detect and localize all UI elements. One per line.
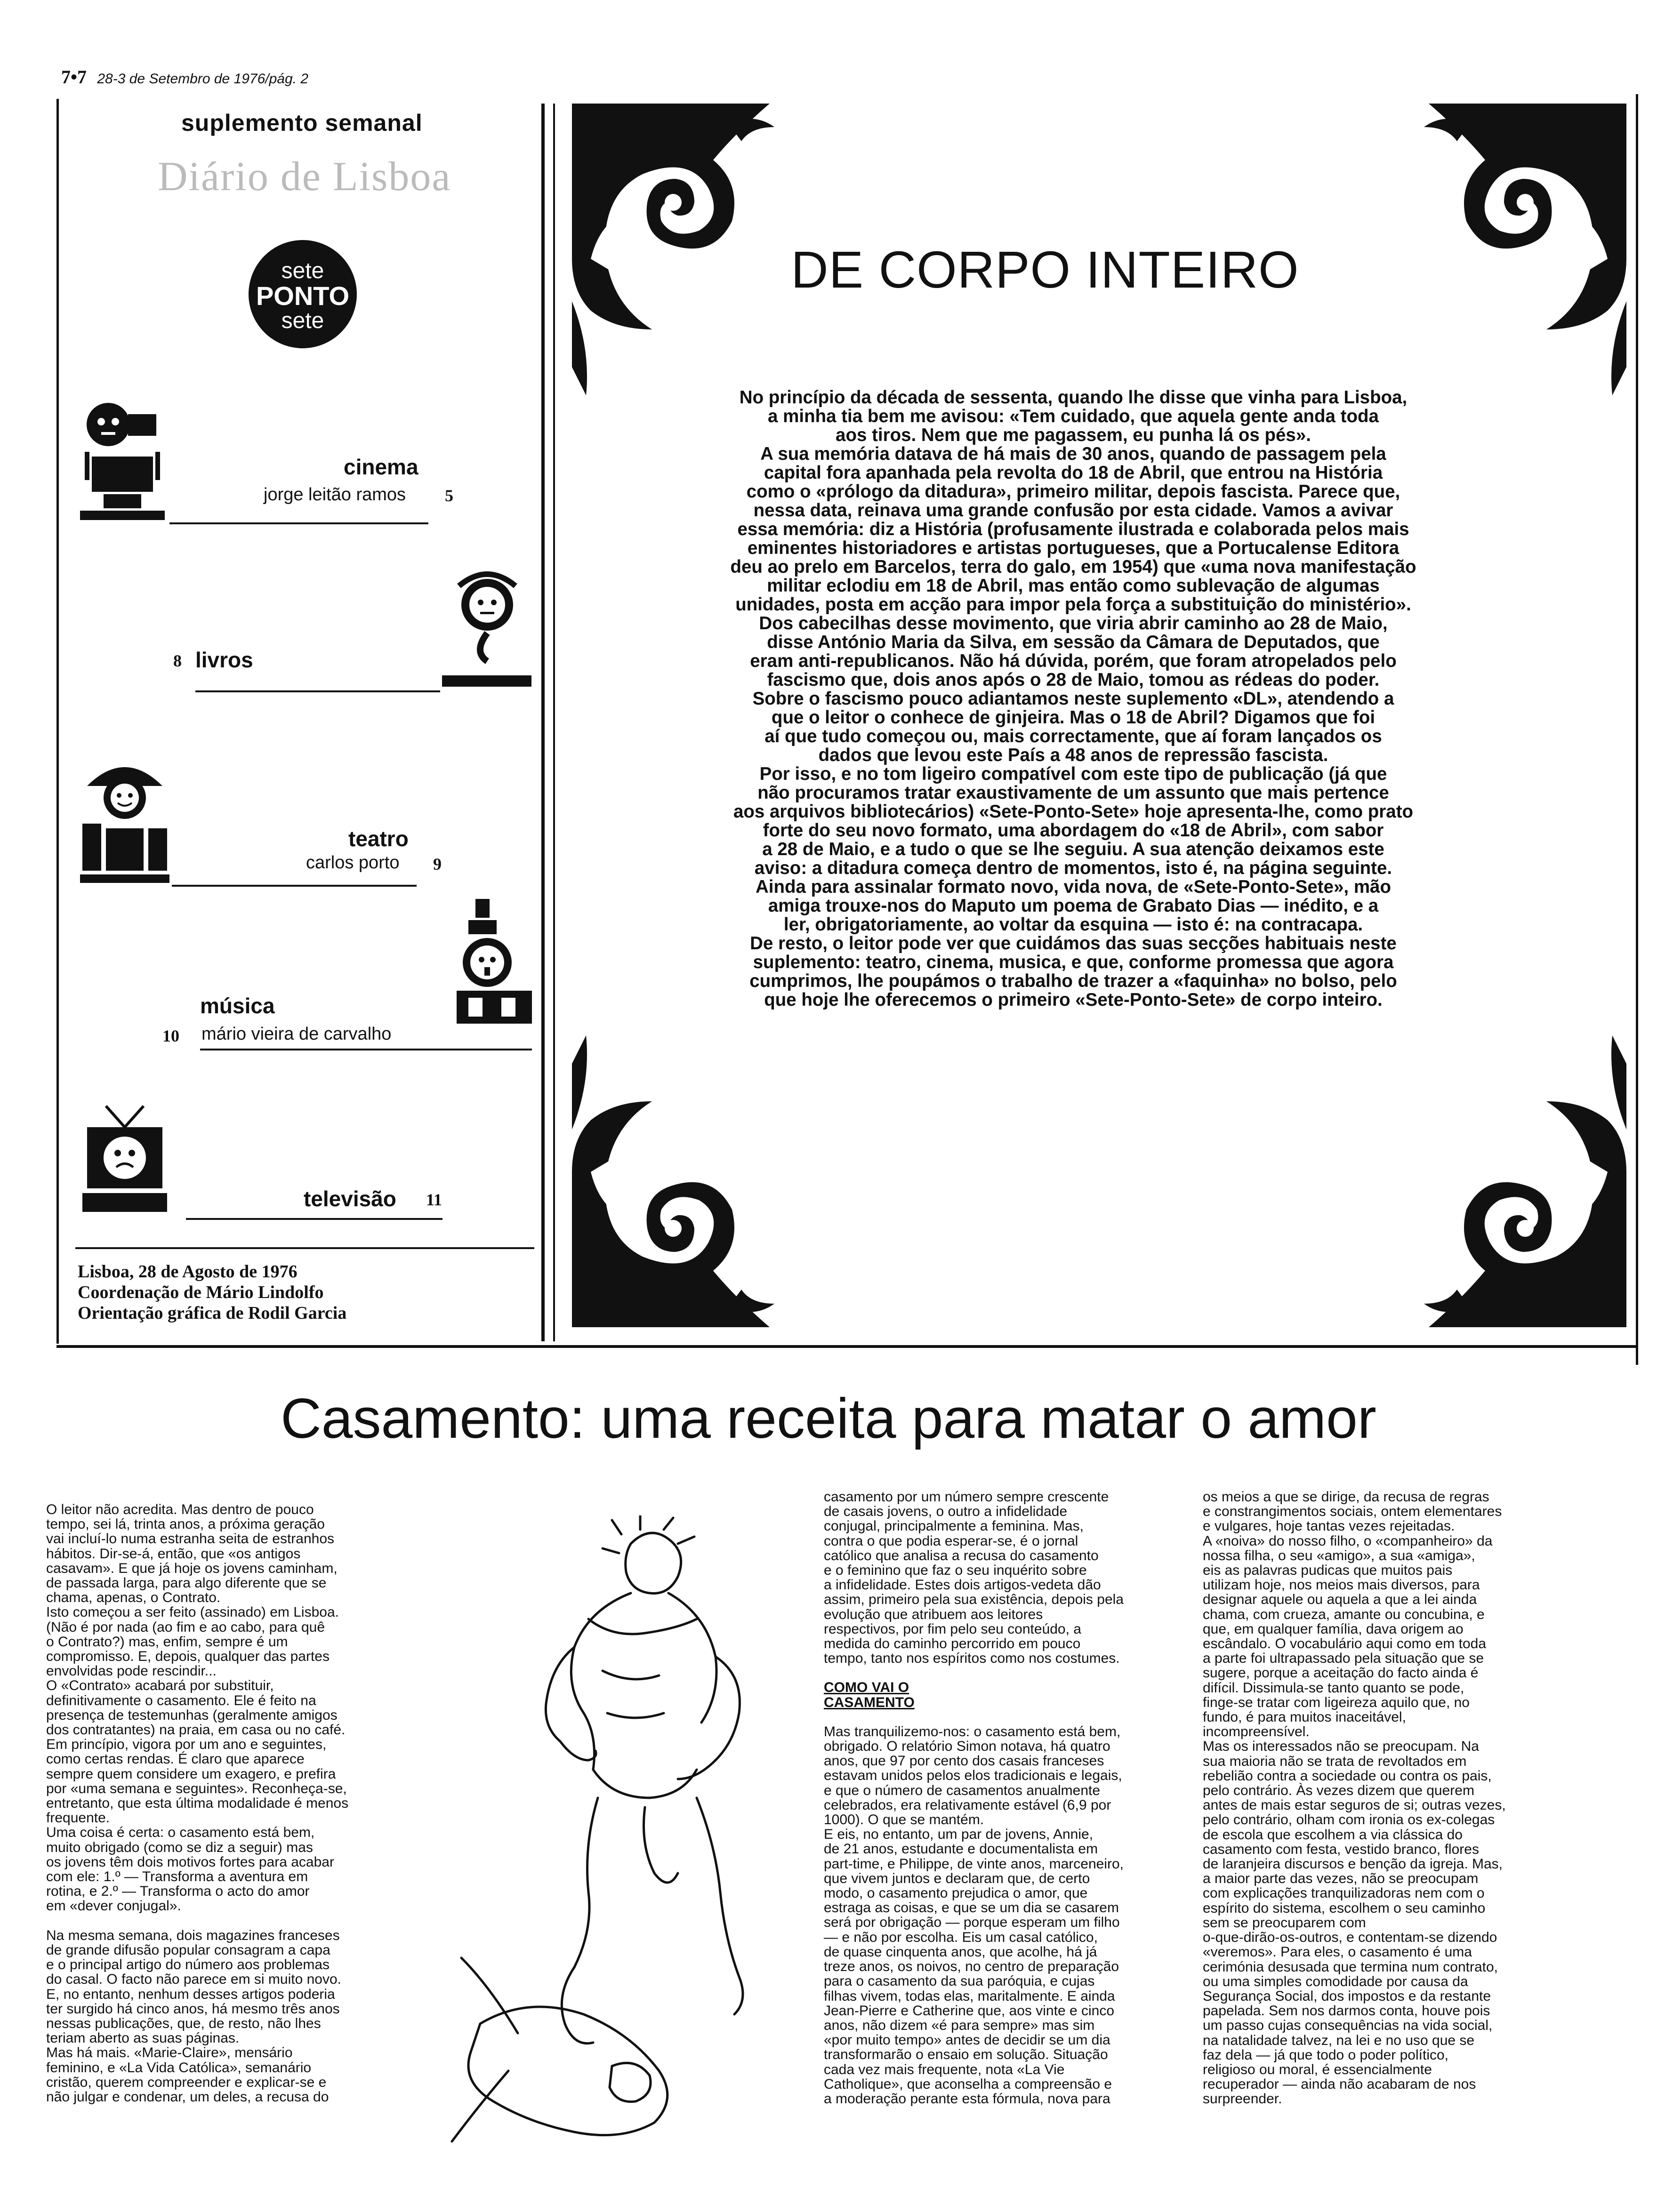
text-line: part-time, e Philippe, de vinte anos, marceneiro, [824,1856,1124,1872]
text-line: em «dever conjugal». [46,1898,181,1914]
text-line: Mas há mais. «Marie-Claire», mensário [46,2045,293,2061]
section-author-teatro: carlos porto [306,853,400,873]
intro-line: como o «prólogo da ditadura», primeiro militar, depois fascista. Parece que, [746,481,1400,502]
section-divider [56,1345,1638,1348]
section-page-teatro: 9 [433,855,442,874]
rule-livros [195,690,440,692]
text-line: entretanto, que esta última modalidade é menos [46,1795,349,1811]
text-line: anos, que 97 por cento dos casais franceses [824,1753,1104,1769]
text-line: nossa filha, o seu «amigo», a sua «amiga», [1203,1547,1475,1563]
section-title-teatro: teatro [348,826,409,851]
text-line: «veremos». Para eles, o casamento é uma [1203,1944,1472,1960]
intro-line: capital fora apanhada pela revolta do 18 de Abril, que entrou na História [764,463,1383,483]
intro-line: suplemento: teatro, cinema, musica, e que, conforme promessa que agora [753,952,1394,972]
intro-line: De resto, o leitor pode ver que cuidámos das suas secções habituais neste [750,933,1397,954]
text-line: estavam unidos pelos elos tradicionais e legais, [824,1768,1122,1784]
text-line: O «Contrato» acabará por substituir, [46,1678,274,1694]
text-line: para o casamento da sua paróquia, e cujas [824,1973,1095,1989]
text-line: do casal. O facto não parece em si muito novo. [46,1972,341,1988]
text-line: incompreensível. [1203,1724,1310,1740]
text-line: «por muito tempo» antes de decidir se um dia [824,2032,1110,2048]
text-line: celebrados, era relativamente estável (6,9 por [824,1797,1111,1813]
text-line: a parte foi ultrapassado pela situação que se [1203,1651,1484,1667]
text-line: finge-se tratar com ligeireza aquilo que, no [1203,1694,1470,1710]
text-line: chama, apenas, o Contrato. [46,1590,221,1606]
text-line: muito obrigado (como se diz a seguir) mas [46,1839,313,1855]
text-line: de casais jovens, o outro a infidelidade [824,1504,1068,1520]
text-line: fundo, é para muitos inaceitável, [1203,1709,1406,1725]
text-line: anos, não dizem «é para sempre» mas sim [824,2017,1095,2033]
intro-line: No princípio da década de sessenta, quando lhe disse que vinha para Lisboa, [739,387,1408,408]
intro-line: deu ao prelo em Barcelos, terra do galo, em 1954) que «uma nova manifestação [730,557,1416,577]
intro-line: a minha tia bem me avisou: «Tem cuidado, que aquela gente anda toda [768,406,1379,426]
text-line: tempo, sei lá, trinta anos, a próxima geração [46,1516,325,1532]
credits-place-date: Lisboa, 28 de Agosto de 1976 [78,1262,298,1282]
text-line: (Não é por nada (ao fim e ao cabo, para quê [46,1619,325,1635]
right-border [1636,94,1638,1365]
masthead-date: 28-3 de Setembro de 1976/pág. 2 [97,71,309,87]
intro-line: que hoje lhe oferecemos o primeiro «Sete-Ponto-Sete» de corpo inteiro. [764,990,1383,1010]
credits-graphic-design: Orientação gráfica de Rodil Garcia [78,1303,347,1323]
text-line: dos contratantes) na praia, em casa ou no café. [46,1722,346,1738]
section-title-musica: música [200,994,275,1018]
text-line: surpreender. [1203,2091,1282,2107]
text-line: os jovens têm dois motivos fortes para acabar [46,1854,334,1870]
text-line: Segurança Social, dos impostos e da restante [1203,1988,1491,2004]
supplement-label: suplemento semanal [181,110,423,136]
section-author-musica: mário vieira de carvalho [201,1024,392,1044]
text-line: Mas tranquilizemo-nos: o casamento está bem, [824,1723,1121,1739]
intro-line: cumprimos, lhe poupámos o trabalho de trazer a «faquinha» no bolso, pelo [749,971,1397,991]
theatre-mascot-icon [78,758,172,885]
text-line: de quase cinquenta anos, que acolhe, há já [824,1944,1097,1960]
intro-line: Dos cabecilhas desse movimento, que viria abrir caminho ao 28 de Maio, [759,613,1388,633]
text-line: rotina, e 2.º — Transforma o acto do amor [46,1883,310,1899]
middle-divider [541,104,545,1341]
masthead-logo: 7•7 [61,66,87,88]
text-line: nessas publicações, que, de resto, não lhes [46,2015,321,2031]
text-line: espírito do sistema, escolhem o seu caminho [1203,1900,1486,1916]
text-line: por «uma semana e seguintes». Reconheça-se, [46,1780,347,1796]
rule-teatro [172,885,417,887]
text-line: transformarão o ensaio em solução. Situação [824,2047,1108,2063]
section-page-televisao: 11 [426,1190,442,1209]
books-mascot-icon [440,558,534,694]
text-line: envolvidas pode rescindir... [46,1663,217,1679]
text-line: tempo, tanto nos espíritos como nos costumes. [824,1651,1120,1667]
text-line: a infidelidade. Estes dois artigos-vedeta dão [824,1577,1101,1593]
text-line: um passo cujas consequências na vida social, [1203,2018,1493,2034]
intro-line: A sua memória datava de há mais de 30 anos, quando de passagem pela [760,444,1386,464]
text-line: conjugal, principalmente a feminina. Mas, [824,1518,1084,1534]
text-line: Mas os interessados não se preocupam. Na [1203,1739,1479,1755]
text-line: cerimónia desusada que termina num contrato, [1203,1959,1498,1975]
rule-televisao [186,1218,442,1220]
intro-line: Ainda para assinalar formato novo, vida nova, de «Sete-Ponto-Sete», mão [755,877,1391,897]
intro-line: que o leitor o conhece de ginjeira. Mas o 18 de Abril? Digamos que foi [771,707,1375,728]
subheading: COMO VAI O [824,1680,909,1696]
text-line: e que o número de casamentos anualmente [824,1782,1101,1798]
article-column-2 [824,1490,1186,2106]
text-line: obrigado. O relatório Simon notava, há quatro [824,1739,1110,1755]
text-line: o-que-dirão-os-outros, e contentam-se dizendo [1203,1930,1497,1946]
intro-line: forte do seu novo formato, uma abordagem do «18 de Abril», com sabor [763,820,1384,841]
text-line: a maior parte das vezes, não se preocupam [1203,1871,1479,1887]
credits-coordination: Coordenação de Mário Lindolfo [78,1282,324,1302]
cinema-mascot-icon [75,400,169,522]
text-line: Uma coisa é certa: o casamento está bem, [46,1825,315,1841]
text-line: pelo contrário, olham com ironia os ex-colegas [1203,1812,1495,1828]
section-title-televisao: televisão [304,1186,396,1211]
music-mascot-icon [454,897,534,1038]
text-line: — e não por escolha. Eis um casal católico, [824,1929,1098,1945]
intro-line: aí que tudo começou ou, mais correctamente, que aí foram lançados os [764,726,1382,746]
text-line: contra o que podia esperar-se, é o jornal [824,1533,1078,1549]
text-line: A «noiva» do nosso filho, o «companheiro» da [1203,1533,1493,1549]
text-line: escândalo. O vocabulário aqui como em toda [1203,1636,1487,1652]
middle-divider-thin [553,104,555,1341]
article-headline: Casamento: uma receita para matar o amor [281,1387,1376,1450]
intro-line: ler, obrigatoriamente, ao voltar da esquina — isto é: na contracapa. [783,914,1363,935]
section-title-cinema: cinema [344,455,418,479]
text-line: Na mesma semana, dois magazines franceses [46,1927,340,1943]
newspaper-name: Diário de Lisboa [158,154,451,200]
text-line: sem se preocuparem com [1203,1915,1366,1931]
text-line: papelada. Sem nos darmos conta, houve pois [1203,2003,1490,2019]
text-line: recuperador — ainda não acabaram de nos [1203,2076,1476,2092]
masthead [61,66,308,88]
text-line: de passada larga, para algo diferente que se [46,1575,327,1591]
text-line: 1000). O que se mantém. [824,1812,984,1828]
text-line: e o feminino que faz o seu inquérito sobre [824,1563,1087,1579]
text-line: os meios a que se dirige, da recusa de regras [1203,1489,1489,1505]
rule-cinema [169,522,428,524]
text-line: o Contrato?) mas, enfim, sempre é um [46,1634,288,1650]
text-line: frequente. [46,1810,110,1826]
text-line: designar aquele ou aquela a que a lei ainda [1203,1592,1477,1608]
text-line: casavam». E que já hoje os jovens caminham, [46,1560,338,1576]
text-line: evolução que atribuem aos leitores [824,1606,1043,1622]
text-line: será por obrigação — porque esperam um filho [824,1915,1120,1931]
text-line: antes de mais estar seguros de si; outras vezes, [1203,1797,1506,1813]
text-line: estraga as coisas, e que se um dia se casarem [824,1900,1119,1916]
text-line: que, em qualquer família, dava origem ao [1203,1621,1464,1637]
text-line: difícil. Dissimula-se tanto quanto se pode, [1203,1680,1464,1696]
text-line: vai incluí-lo numa estranha seita de estranhos [46,1531,335,1547]
text-line: medida do caminho percorrido em pouco [824,1636,1081,1652]
intro-line: fascismo que, dois anos após o 28 de Maio, tomou as rédeas do poder. [767,670,1380,690]
text-line: teriam aberto as suas páginas. [46,2030,240,2046]
text-line: e constrangimentos sociais, ontem elementares [1203,1504,1502,1520]
intro-line: nessa data, reinava uma grande confusão por esta cidade. Vamos a avivar [753,500,1393,521]
text-line: não julgar e condenar, um deles, a recusa do [46,2089,329,2105]
text-line: cristão, querem compreender e explicar-se e [46,2074,327,2090]
intro-line: eminentes historiadores e artistas portugueses, que a Portucalense Editora [747,538,1400,558]
intro-line: unidades, posta em acção para impor pela força a substituição do ministério». [735,594,1411,615]
text-line: Em princípio, vigora por um ano e seguintes, [46,1737,327,1753]
text-line: Jean-Pierre e Catherine que, aos vinte e cinco [824,2003,1115,2019]
intro-line: aviso: a ditadura começa dentro de momentos, isto é, na página seguinte. [754,858,1392,878]
left-border [56,99,59,1344]
text-line: de grande difusão popular consagram a capa [46,1942,330,1958]
text-line: presença de testemunhas (geralmente amigos [46,1707,338,1723]
badge-line-1: sete [281,258,324,283]
text-line: sugere, porque a aceitação do facto ainda é [1203,1665,1479,1681]
intro-line: amiga trouxe-nos do Maputo um poema de Grabato Dias — inédito, e a [768,896,1379,916]
text-line: Isto começou a ser feito (assinado) em Lisboa. [46,1604,339,1620]
text-line: faz dela — já que todo o poder político, [1203,2047,1449,2063]
text-line: com ele: 1.º — Transforma a aventura em [46,1869,308,1885]
badge-line-3: sete [281,308,324,333]
text-line: O leitor não acredita. Mas dentro de pouco [46,1502,314,1517]
text-line: E eis, no entanto, um par de jovens, Annie, [824,1827,1094,1843]
text-line: e vulgares, hoje tantas vezes rejeitadas. [1203,1518,1455,1534]
intro-line: aos tiros. Nem que me pagassem, eu punha lá os pés». [836,425,1311,445]
intro-line: disse António Maria da Silva, em sessão da Câmara de Deputados, que [767,632,1380,652]
text-line: filhas vivem, todas elas, maritalmente. E ainda [824,1988,1115,2004]
intro-line: essa memória: diz a História (profusamente ilustrada e colaborada pelos mais [737,519,1409,539]
intro-line: Por isso, e no tom ligeiro compatível com este tipo de publicação (já que [759,764,1387,784]
text-line: sua maioria não se trata de revoltados em [1203,1753,1467,1769]
text-line: assim, primeiro pela sua existência, depois pela [824,1592,1124,1608]
feature-title: DE CORPO INTEIRO [791,241,1299,299]
rule-credits [75,1247,534,1249]
article-column-3 [1203,1490,1579,2107]
text-line: pelo contrário. Às vezes dizem que querem [1203,1783,1474,1799]
text-line: compromisso. E, depois, qualquer das partes [46,1649,330,1665]
text-line: Catholique», que aconselha a compreensão e [824,2076,1112,2092]
text-line: rebelião contra a sociedade ou contra os pais, [1203,1768,1492,1784]
subheading: CASAMENTO [824,1694,915,1710]
section-page-musica: 10 [162,1026,179,1045]
intro-line: não procuramos tratar exaustivamente de um assunto que mais pertence [757,783,1389,803]
section-title-livros: livros [195,648,253,672]
text-line: ter surgido há cinco anos, há mesmo três anos [46,2001,340,2017]
intro-line: Sobre o fascismo pouco adiantamos neste suplemento «DL», atendendo a [752,689,1394,709]
text-line: modo, o casamento prejudica o amor, que [824,1885,1088,1901]
text-line: como certas rendas. É claro que aparece [46,1751,305,1767]
text-line: de laranjeira discursos e benção da igreja. Mas, [1203,1856,1503,1872]
badge-line-2: PONTO [256,281,350,311]
text-line: casamento por um número sempre crescente [824,1489,1109,1505]
feature-intro [692,388,1455,1010]
text-line: de 21 anos, estudante e documentalista em [824,1841,1098,1857]
section-page-livros: 8 [173,651,182,670]
article-column-1 [46,1502,425,2104]
text-line: feminino, e «La Vida Católica», semanário [46,2060,312,2076]
intro-line: militar eclodiu em 18 de Abril, mas então como sublevação de algumas [767,576,1380,596]
text-line: na natalidade talvez, na lei e no uso que se [1203,2032,1475,2048]
credits [78,1261,346,1323]
text-line: eis as palavras pudicas que muitos pais [1203,1563,1453,1579]
text-line: utilizam hoje, nos meios mais diversos, para [1203,1577,1480,1593]
illustration-giant-crushing-figure [433,1515,800,2198]
intro-line: a 28 de Maio, e a tudo o que se lhe seguiu. A sua atenção deixamos este [762,839,1384,859]
section-author-cinema: jorge leitão ramos [264,485,406,505]
rule-musica [200,1049,532,1050]
intro-line: aos arquivos bibliotecários) «Sete-Ponto-Sete» hoje apresenta-lhe, como prato [733,801,1414,822]
text-line: ou uma simples comodidade por causa da [1203,1973,1468,1989]
section-page-cinema: 5 [445,486,453,505]
intro-line: eram anti-republicanos. Não há dúvida, porém, que foram atropelados pelo [750,651,1397,671]
text-line: cada vez mais frequente, nota «La Vie [824,2061,1065,2077]
television-mascot-icon [78,1104,172,1221]
text-line: religioso ou moral, é essencialmente [1203,2061,1432,2077]
text-line: respectivos, por fim pelo seu conteúdo, a [824,1621,1081,1637]
intro-line: dados que levou este País a 48 anos de repressão fascista. [818,745,1328,765]
text-line: sempre quem considere um exagero, e prefira [46,1766,336,1782]
text-line: chama, com crueza, amante ou concubina, e [1203,1606,1485,1622]
text-line: de escola que escolhem a via clássica do [1203,1827,1463,1843]
text-line: católico que analisa a recusa do casamento [824,1547,1099,1563]
text-line: e o principal artigo do número aos problemas [46,1957,330,1973]
text-line: com explicações tranquilizadoras nem com o [1203,1885,1485,1901]
text-line: treze anos, os noivos, no centro de preparação [824,1959,1119,1975]
text-line: E, no entanto, nenhum desses artigos poderia [46,1986,335,2002]
text-line: casamento com festa, vestido branco, flores [1203,1841,1479,1857]
sete-ponto-sete-badge [249,240,357,348]
text-line: que vivem juntos e declaram que, de certo [824,1870,1090,1886]
text-line: a moderação perante esta fórmula, nova para [824,2091,1110,2107]
text-line: hábitos. Dir-se-á, então, que «os antigos [46,1546,301,1562]
text-line: definitivamente o casamento. Ele é feito na [46,1692,316,1708]
